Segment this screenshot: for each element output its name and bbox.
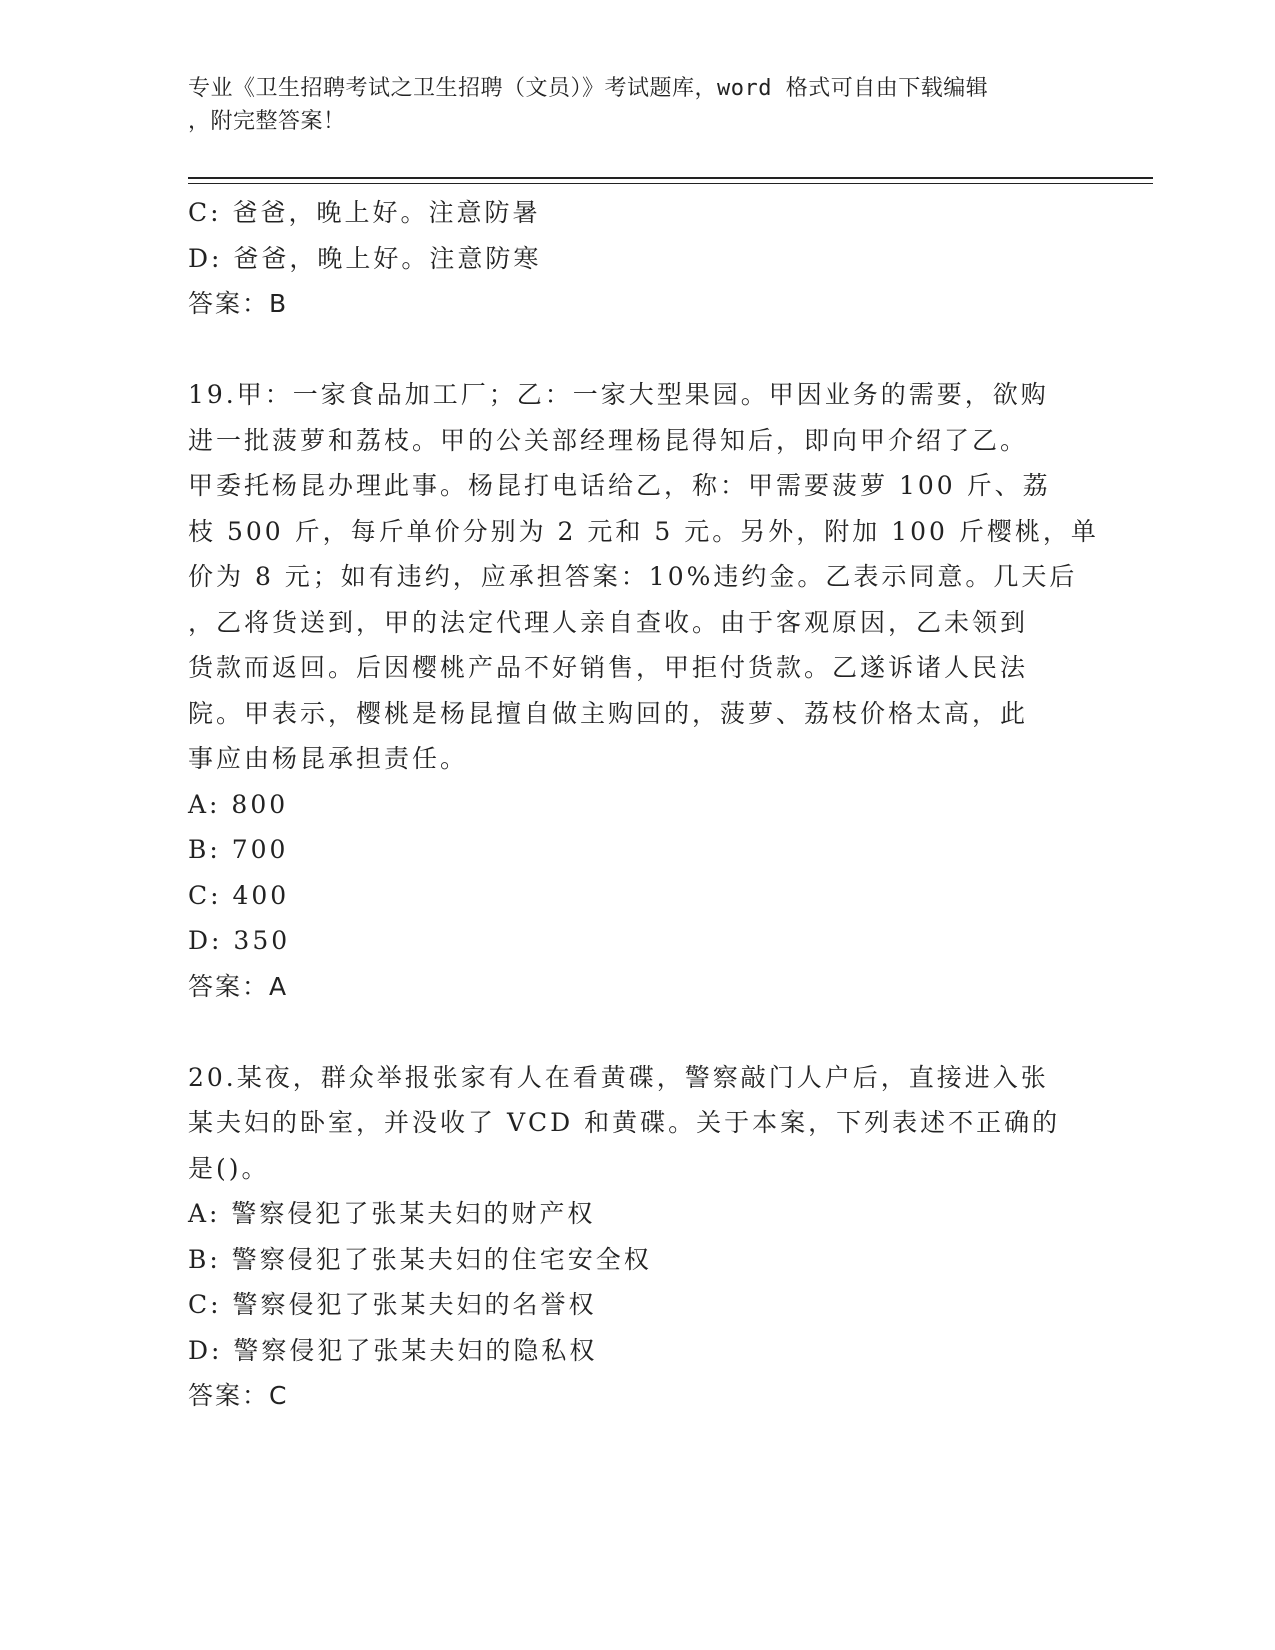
- q20-option-d: D: 警察侵犯了张某夫妇的隐私权: [188, 1335, 598, 1365]
- q19-stem-line: 19.甲：一家食品加工厂；乙：一家大型果园。甲因业务的需要，欲购: [188, 380, 1049, 409]
- q20-stem-line: 是()。: [188, 1153, 270, 1183]
- header-line-2: ，附完整答案！: [188, 109, 346, 134]
- q19-stem-line: 甲委托杨昆办理此事。杨昆打电话给乙，称：甲需要菠萝 100 斤、荔: [188, 471, 1051, 500]
- q20-option-a: A: 警察侵犯了张某夫妇的财产权: [188, 1199, 596, 1228]
- q19-stem-line: 价为 8 元；如有违约，应承担答案：10%违约金。乙表示同意。几天后: [188, 562, 1078, 591]
- prev-answer: 答案：B: [188, 289, 289, 318]
- q19-stem-line: 事应由杨昆承担责任。: [188, 744, 469, 773]
- q19-stem-line: 货款而返回。后因樱桃产品不好销售，甲拒付货款。乙遂诉诸人民法: [188, 653, 1029, 682]
- q20-option-c: C: 警察侵犯了张某夫妇的名誉权: [188, 1290, 597, 1319]
- question-19: [188, 372, 1099, 1009]
- q19-stem-line: 枝 500 斤，每斤单价分别为 2 元和 5 元。另外，附加 100 斤樱桃，单: [188, 516, 1099, 546]
- question-20: [188, 1055, 1068, 1419]
- q19-option-d: D: 350: [188, 926, 291, 955]
- header-divider-thick: [188, 177, 1153, 179]
- q20-stem-line: 20.某夜，群众举报张家有人在看黄碟，警察敲门人户后，直接进入张: [188, 1062, 1049, 1092]
- header-line-1: 专业《卫生招聘考试之卫生招聘（文员）》考试题库，word 格式可自由下载编辑: [188, 76, 989, 101]
- q19-option-c: C: 400: [188, 880, 290, 910]
- q19-option-b: B: 700: [188, 835, 289, 864]
- q19-stem-line: 进一批菠萝和荔枝。甲的公关部经理杨昆得知后，即向甲介绍了乙。: [188, 425, 1029, 455]
- q19-answer: 答案：A: [188, 971, 289, 1001]
- q20-stem-line: 某夫妇的卧室，并没收了 VCD 和黄碟。关于本案，下列表述不正确的: [188, 1108, 1061, 1137]
- q19-stem-line: 院。甲表示，樱桃是杨昆擅自做主购回的，菠萝、荔枝价格太高，此: [188, 698, 1029, 728]
- q19-option-a: A: 800: [188, 789, 289, 819]
- q20-answer: 答案：C: [188, 1381, 289, 1410]
- document-header: [188, 72, 1068, 138]
- header-divider-thin: [188, 183, 1153, 184]
- prev-option-d: D: 爸爸，晚上好。注意防寒: [188, 243, 542, 273]
- q20-option-b: B: 警察侵犯了张某夫妇的住宅安全权: [188, 1244, 652, 1274]
- prev-option-c: C: 爸爸，晚上好。注意防暑: [188, 198, 541, 227]
- question-content: [188, 190, 1099, 1419]
- spacer: [188, 1009, 1068, 1055]
- q19-stem-line: ，乙将货送到，甲的法定代理人亲自查收。由于客观原因，乙未领到: [188, 607, 1029, 637]
- spacer: [188, 327, 1068, 373]
